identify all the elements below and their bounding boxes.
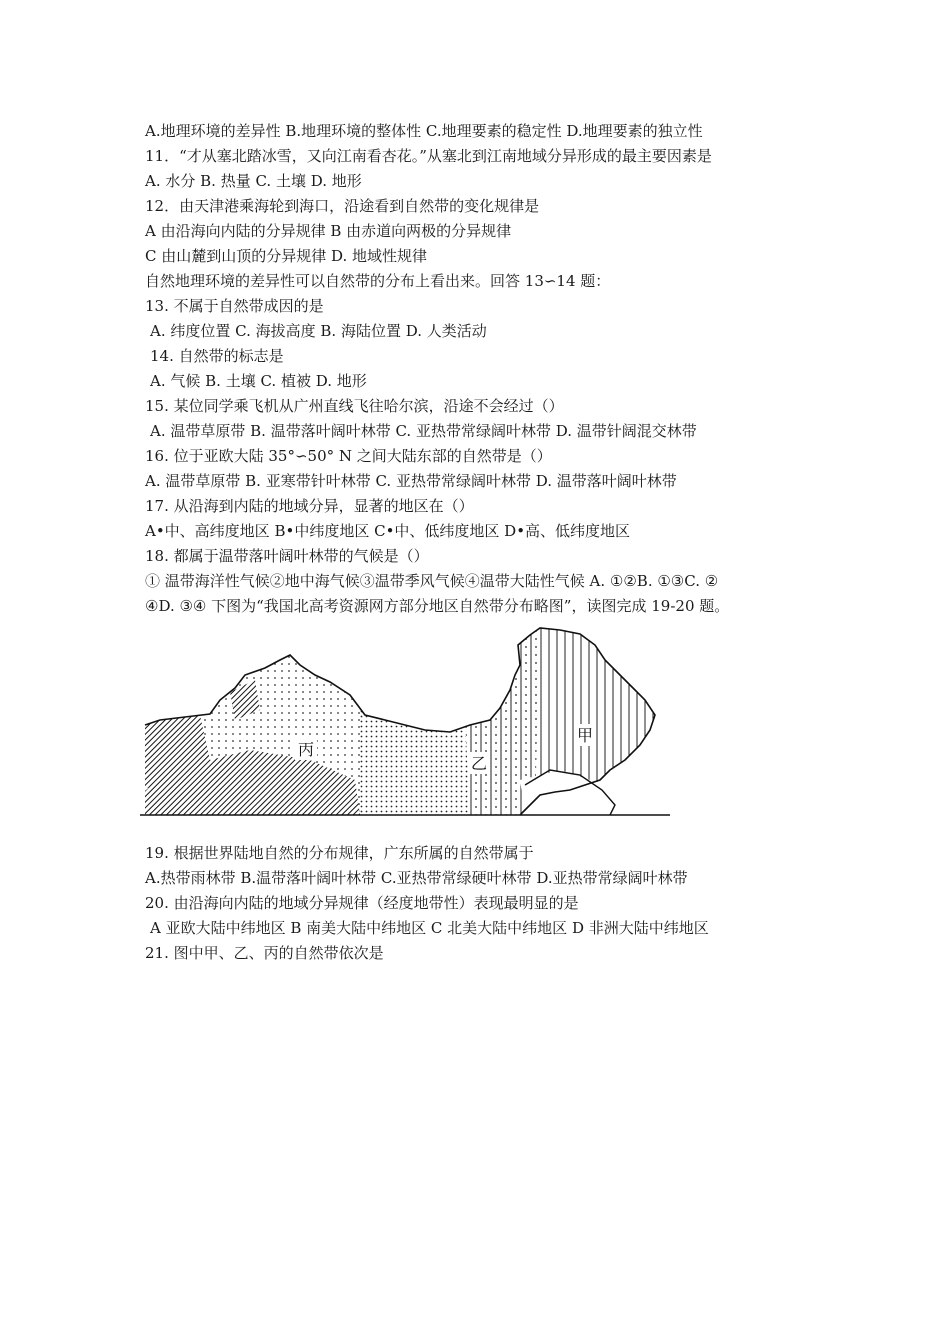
text-line: 11．“才从塞北踏冰雪，又向江南看杏花。”从塞北到江南地域分异形成的最主要因素是 [145, 147, 712, 165]
zone-fills [140, 620, 670, 820]
text-line: 18. 都属于温带落叶阔叶林带的气候是（） [145, 547, 429, 565]
text-line: ① 温带海洋性气候②地中海气候③温带季风气候④温带大陆性气候 A. ①②B. ①③C. ② [145, 572, 719, 590]
label-yi: 乙 [470, 754, 488, 773]
text-line: 16. 位于亚欧大陆 35°∽50° N 之间大陆东部的自然带是（） [145, 447, 552, 465]
label-bing: 丙 [297, 740, 315, 759]
text-line: 17. 从沿海到内陆的地域分异，显著的地区在（） [145, 497, 474, 515]
text-line: C 由山麓到山顶的分异规律 D. 地域性规律 [145, 247, 428, 265]
text-line: A. 纬度位置 C. 海拔高度 B. 海陆位置 D. 人类活动 [150, 322, 487, 340]
text-line: 自然地理环境的差异性可以自然带的分布上看出来。回答 13∽14 题： [145, 272, 611, 290]
text-line: ④D. ③④ 下图为“我国北高考资源网方部分地区自然带分布略图”，读图完成 19-20 题。 [145, 597, 730, 615]
text-line: A.地理环境的差异性 B.地理环境的整体性 C.地理要素的稳定性 D.地理要素的独立性 [145, 122, 703, 140]
text-line: A 由沿海向内陆的分异规律 B 由赤道向两极的分异规律 [145, 222, 512, 240]
text-line: A 亚欧大陆中纬地区 B 南美大陆中纬地区 C 北美大陆中纬地区 D 非洲大陆中纬地区 [150, 919, 709, 937]
natural-zone-map [140, 620, 670, 820]
text-line: 15. 某位同学乘飞机从广州直线飞往哈尔滨，沿途不会经过（） [145, 397, 564, 415]
text-line: 13. 不属于自然带成因的是 [145, 297, 324, 315]
label-jia: 甲 [576, 726, 594, 745]
text-line: A. 温带草原带 B. 温带落叶阔叶林带 C. 亚热带常绿阔叶林带 D. 温带针阔混交林带 [150, 422, 697, 440]
text-line: 14. 自然带的标志是 [150, 347, 284, 365]
text-line: A.热带雨林带 B.温带落叶阔叶林带 C.亚热带常绿硬叶林带 D.亚热带常绿阔叶林带 [145, 869, 688, 887]
text-line: A. 气候 B. 土壤 C. 植被 D. 地形 [150, 372, 367, 390]
text-line: A. 水分 B. 热量 C. 土壤 D. 地形 [145, 172, 362, 190]
text-line: 19. 根据世界陆地自然的分布规律，广东所属的自然带属于 [145, 844, 534, 862]
text-line: 20. 由沿海向内陆的地域分异规律（经度地带性）表现最明显的是 [145, 894, 579, 912]
text-line: 21. 图中甲、乙、丙的自然带依次是 [145, 944, 384, 962]
text-line: 12．由天津港乘海轮到海口，沿途看到自然带的变化规律是 [145, 197, 540, 215]
text-line: A. 温带草原带 B. 亚寒带针叶林带 C. 亚热带常绿阔叶林带 D. 温带落叶阔叶林带 [145, 472, 677, 490]
text-line: A•中、高纬度地区 B•中纬度地区 C•中、低纬度地区 D•高、低纬度地区 [145, 522, 631, 540]
